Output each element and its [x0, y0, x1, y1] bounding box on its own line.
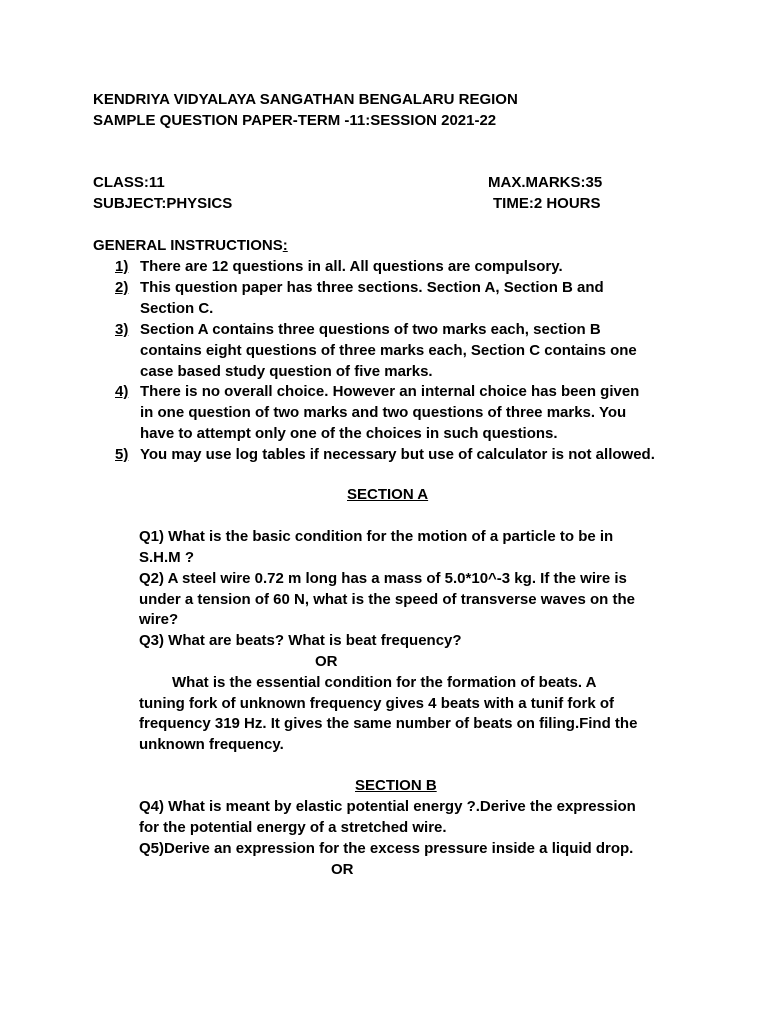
- org-title: KENDRIYA VIDYALAYA SANGATHAN BENGALARU REGION: [93, 91, 518, 108]
- instruction-line: Section C.: [140, 300, 214, 317]
- max-marks-label: MAX.MARKS:35: [488, 174, 603, 191]
- or-separator: OR: [315, 653, 338, 670]
- instruction-number: 2): [115, 279, 129, 296]
- instructions-heading-text: GENERAL INSTRUCTIONS: [93, 237, 283, 254]
- question-line: S.H.M ?: [139, 549, 194, 566]
- instruction-line: contains eight questions of three marks each, Section C contains one: [140, 342, 637, 359]
- question-line: frequency 319 Hz. It gives the same number of beats on filing.Find the: [139, 715, 638, 732]
- question-line: for the potential energy of a stretched wire.: [139, 819, 447, 836]
- question-line: Q3) What are beats? What is beat frequency?: [139, 632, 462, 649]
- section-b-title: SECTION B: [355, 777, 437, 794]
- instruction-number: 3): [115, 321, 129, 338]
- class-label: CLASS:11: [93, 174, 165, 191]
- instruction-number: 1): [115, 258, 129, 275]
- instruction-line: You may use log tables if necessary but use of calculator is not allowed.: [140, 446, 655, 463]
- instruction-line: have to attempt only one of the choices in such questions.: [140, 425, 558, 442]
- instructions-heading: [93, 235, 288, 256]
- instructions-heading-colon: :: [282, 237, 288, 254]
- instruction-line: in one question of two marks and two questions of three marks. You: [140, 404, 627, 421]
- subject-label: SUBJECT:PHYSICS: [93, 195, 233, 212]
- question-line: under a tension of 60 N, what is the speed of transverse waves on the: [139, 591, 635, 608]
- instruction-line: There is no overall choice. However an internal choice has been given: [140, 383, 640, 400]
- question-line: wire?: [139, 611, 179, 628]
- question-line: Q4) What is meant by elastic potential energy ?.Derive the expression: [139, 798, 636, 815]
- question-line: Q1) What is the basic condition for the motion of a particle to be in: [139, 528, 614, 545]
- question-line: Q5)Derive an expression for the excess pressure inside a liquid drop.: [139, 840, 634, 857]
- instruction-number: 4): [115, 383, 129, 400]
- question-line: What is the essential condition for the formation of beats. A: [172, 674, 597, 691]
- instruction-line: This question paper has three sections. Section A, Section B and: [140, 279, 604, 296]
- question-line: tuning fork of unknown frequency gives 4 beats with a tunif fork of: [139, 695, 615, 712]
- question-line: Q2) A steel wire 0.72 m long has a mass of 5.0*10^-3 kg. If the wire is: [139, 570, 627, 587]
- time-label: TIME:2 HOURS: [493, 195, 601, 212]
- section-a-title: SECTION A: [347, 486, 429, 503]
- question-line: unknown frequency.: [139, 736, 284, 753]
- instruction-number: 5): [115, 446, 129, 463]
- instruction-line: case based study question of five marks.: [140, 363, 433, 380]
- paper-title: SAMPLE QUESTION PAPER-TERM -11:SESSION 2021-22: [93, 112, 497, 129]
- instruction-line: There are 12 questions in all. All questions are compulsory.: [140, 258, 563, 275]
- or-separator: OR: [331, 861, 354, 878]
- instruction-line: Section A contains three questions of two marks each, section B: [140, 321, 601, 338]
